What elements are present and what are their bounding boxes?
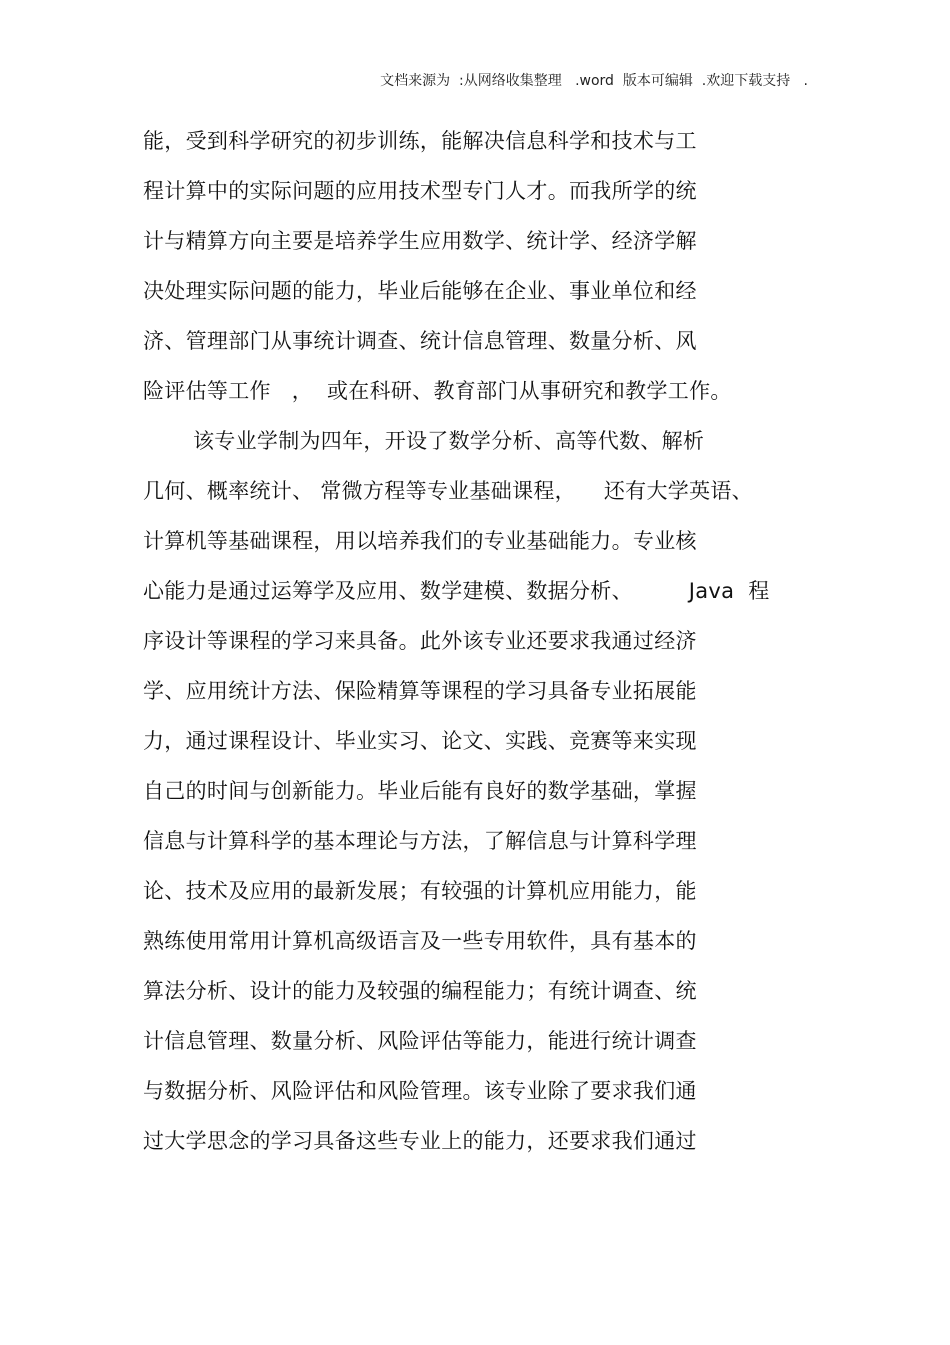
text-line: 过大学思念的学习具备这些专业上的能力，还要求我们通过 bbox=[143, 1129, 697, 1153]
text-line: 济、管理部门从事统计调查、统计信息管理、数量分析、风 bbox=[143, 329, 697, 353]
text-line: 程计算中的实际问题的应用技术型专门人才。而我所学的统 bbox=[143, 179, 697, 203]
document-body bbox=[143, 125, 823, 1175]
text-line: 力，通过课程设计、毕业实习、论文、实践、竞赛等来实现 bbox=[143, 729, 697, 753]
page-header: 文档来源为 :从网络收集整理 .word 版本可编辑 .欢迎下载支持 . bbox=[380, 73, 808, 89]
text-line: 与数据分析、风险评估和风险管理。该专业除了要求我们通 bbox=[143, 1079, 697, 1103]
text-line: 论、技术及应用的最新发展；有较强的计算机应用能力，能 bbox=[143, 879, 697, 903]
text-line: 计信息管理、数量分析、风险评估等能力，能进行统计调查 bbox=[143, 1029, 697, 1053]
text-line: 熟练使用常用计算机高级语言及一些专用软件，具有基本的 bbox=[143, 929, 697, 953]
text-line: 决处理实际问题的能力，毕业后能够在企业、事业单位和经 bbox=[143, 279, 697, 303]
text-line: 学、应用统计方法、保险精算等课程的学习具备专业拓展能 bbox=[143, 679, 697, 703]
text-line: 心能力是通过运筹学及应用、数学建模、数据分析、 Java 程 bbox=[143, 579, 770, 603]
paragraph-start-line: 该专业学制为四年，开设了数学分析、高等代数、解析 bbox=[193, 429, 705, 453]
text-line: 几何、概率统计、 常微方程等专业基础课程， 还有大学英语、 bbox=[143, 479, 753, 503]
text-line: 能，受到科学研究的初步训练，能解决信息科学和技术与工 bbox=[143, 129, 697, 153]
text-line: 算法分析、设计的能力及较强的编程能力；有统计调查、统 bbox=[143, 979, 697, 1003]
text-line: 信息与计算科学的基本理论与方法，了解信息与计算科学理 bbox=[143, 829, 697, 853]
text-line: 自己的时间与创新能力。毕业后能有良好的数学基础，掌握 bbox=[143, 779, 697, 803]
text-line: 计算机等基础课程，用以培养我们的专业基础能力。专业核 bbox=[143, 529, 697, 553]
text-line: 险评估等工作 ， 或在科研、教育部门从事研究和教学工作。 bbox=[143, 379, 732, 403]
text-line: 计与精算方向主要是培养学生应用数学、统计学、经济学解 bbox=[143, 229, 697, 253]
text-line: 序设计等课程的学习来具备。此外该专业还要求我通过经济 bbox=[143, 629, 697, 653]
